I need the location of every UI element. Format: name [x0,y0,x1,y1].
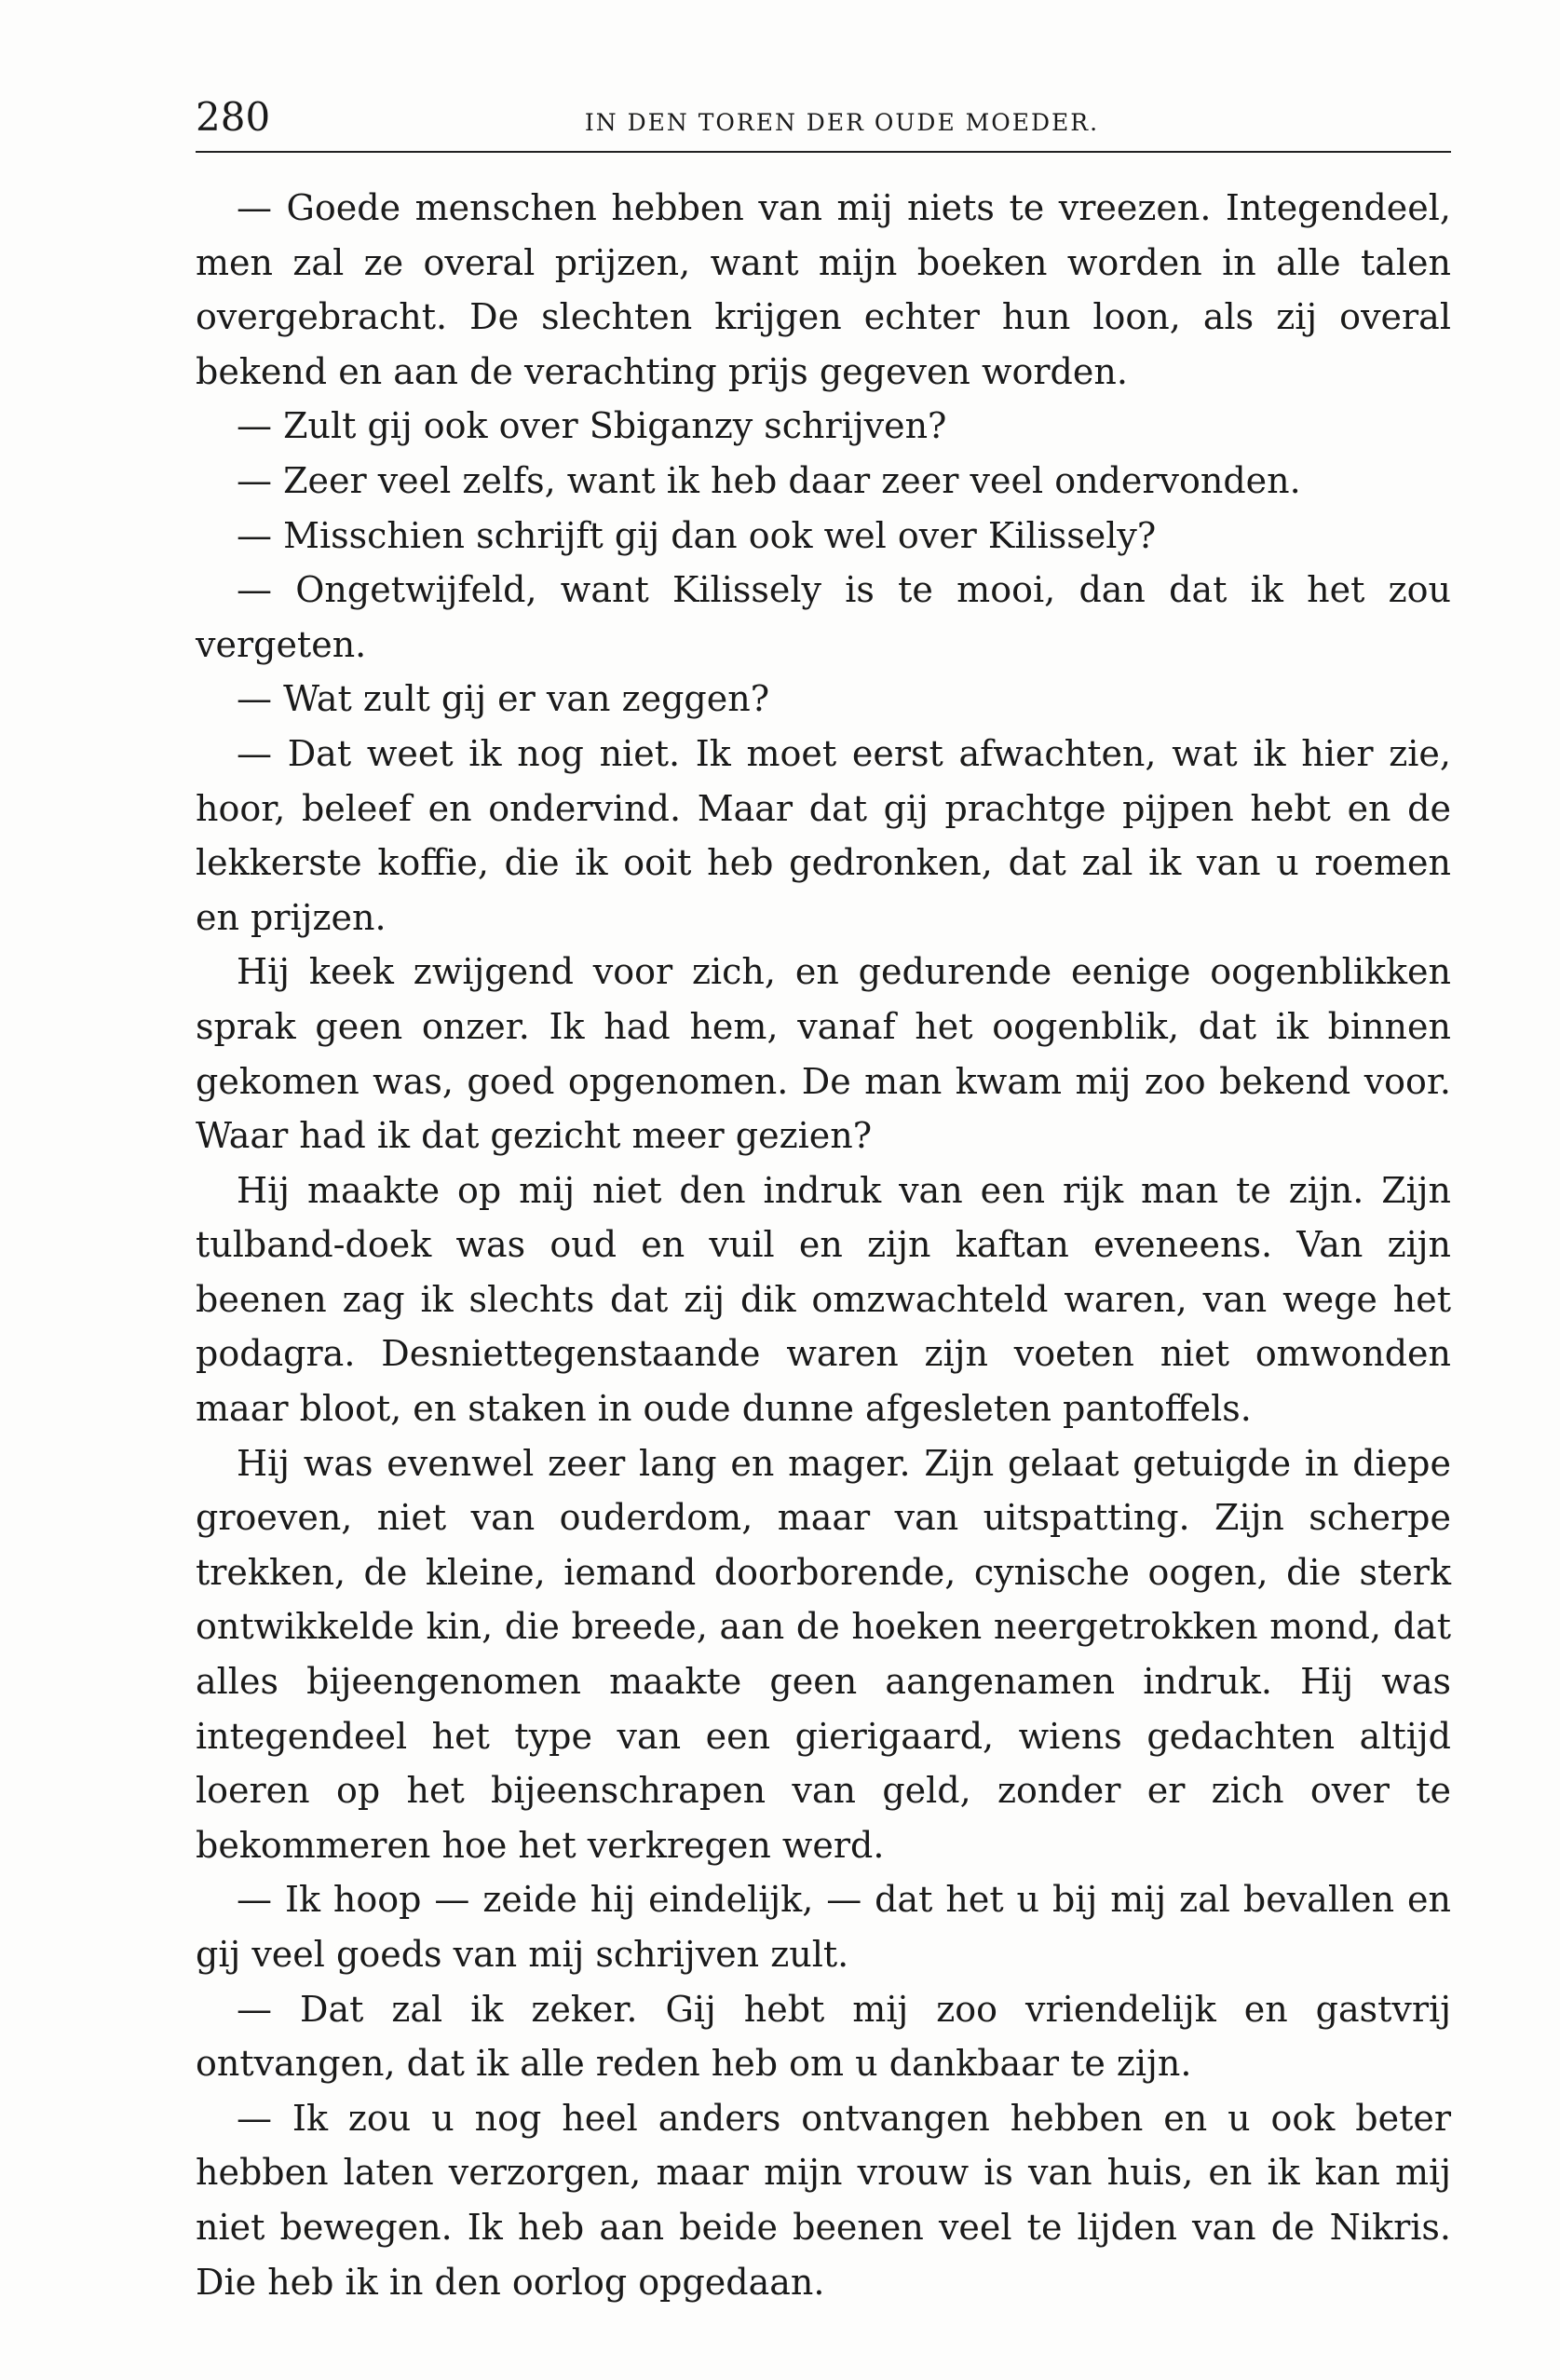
body-text [196,181,1451,2309]
paragraph: — Dat weet ik nog niet. Ik moet eerst afwachten, wat ik hier zie, hoor, beleef en ondervind. Maar dat gij prachtge pijpen hebt en de lekkerste koffie, die ik ooit heb gedronken, dat zal ik van u roemen en prijzen. [196,732,1451,938]
page-header [196,89,1451,145]
running-title: IN DEN TOREN DER OUDE MOEDER. [584,109,1100,136]
paragraph: Hij maakte op mij niet den indruk van een rijk man te zijn. Zijn tulband-doek was oud en vuil en zijn kaftan eveneens. Van zijn beenen zag ik slechts dat zij dik omzwachteld waren, van wege het podagra. Desniettegenstaande waren zijn voeten niet omwonden maar bloot, en staken in oude dunne afgesleten pantoffels. [196,1169,1451,1430]
header-rule [196,151,1451,153]
page-number: 280 [196,94,271,140]
paragraph: — Zeer veel zelfs, want ik heb daar zeer veel ondervonden. [237,459,1301,501]
paragraph: Hij was evenwel zeer lang en mager. Zijn gelaat getuigde in diepe groeven, niet van ouderdom, maar van uitspatting. Zijn scherpe trekken, de kleine, iemand doorborende, cynische oogen, die sterk ontwikkelde kin, die breede, aan de hoeken neergetrokken mond, dat alles bijeengenomen maakte geen aangenamen indruk. Hij was integendeel het type van een gierigaard, wiens gedachten altijd loeren op het bijeenschrapen van geld, zonder er zich over te bekommeren hoe het verkregen werd. [196,1442,1451,1866]
paragraph: — Ik hoop — zeide hij eindelijk, — dat het u bij mij zal bevallen en gij veel goeds van mij schrijven zult. [196,1879,1451,1975]
paragraph: — Wat zult gij er van zeggen? [237,678,770,720]
paragraph: — Dat zal ik zeker. Gij hebt mij zoo vriendelijk en gastvrij ontvangen, dat ik alle reden heb om u dankbaar te zijn. [196,1988,1451,2085]
paragraph: — Ik zou u nog heel anders ontvangen hebben en u ook beter hebben laten verzorgen, maar mijn vrouw is van huis, en ik kan mij niet bewegen. Ik heb aan beide beenen veel te lijden van de Nikris. Die heb ik in den oorlog opgedaan. [196,2097,1451,2303]
paragraph: — Ongetwijfeld, want Kilissely is te mooi, dan dat ik het zou vergeten. [196,569,1451,665]
paragraph: Hij keek zwijgend voor zich, en gedurende eenige oogenblikken sprak geen onzer. Ik had hem, vanaf het oogenblik, dat ik binnen gekomen was, goed opgenomen. De man kwam mij zoo bekend voor. Waar had ik dat gezicht meer gezien? [196,951,1451,1157]
paragraph: — Misschien schrijft gij dan ook wel over Kilissely? [237,514,1157,556]
paragraph: — Zult gij ook over Sbiganzy schrijven? [237,405,947,447]
paragraph: — Goede menschen hebben van mij niets te vreezen. Integendeel, men zal ze overal prijzen, want mijn boeken worden in alle talen overgebracht. De slechten krijgen echter hun loon, als zij overal bekend en aan de verachting prijs gegeven worden. [196,187,1451,392]
